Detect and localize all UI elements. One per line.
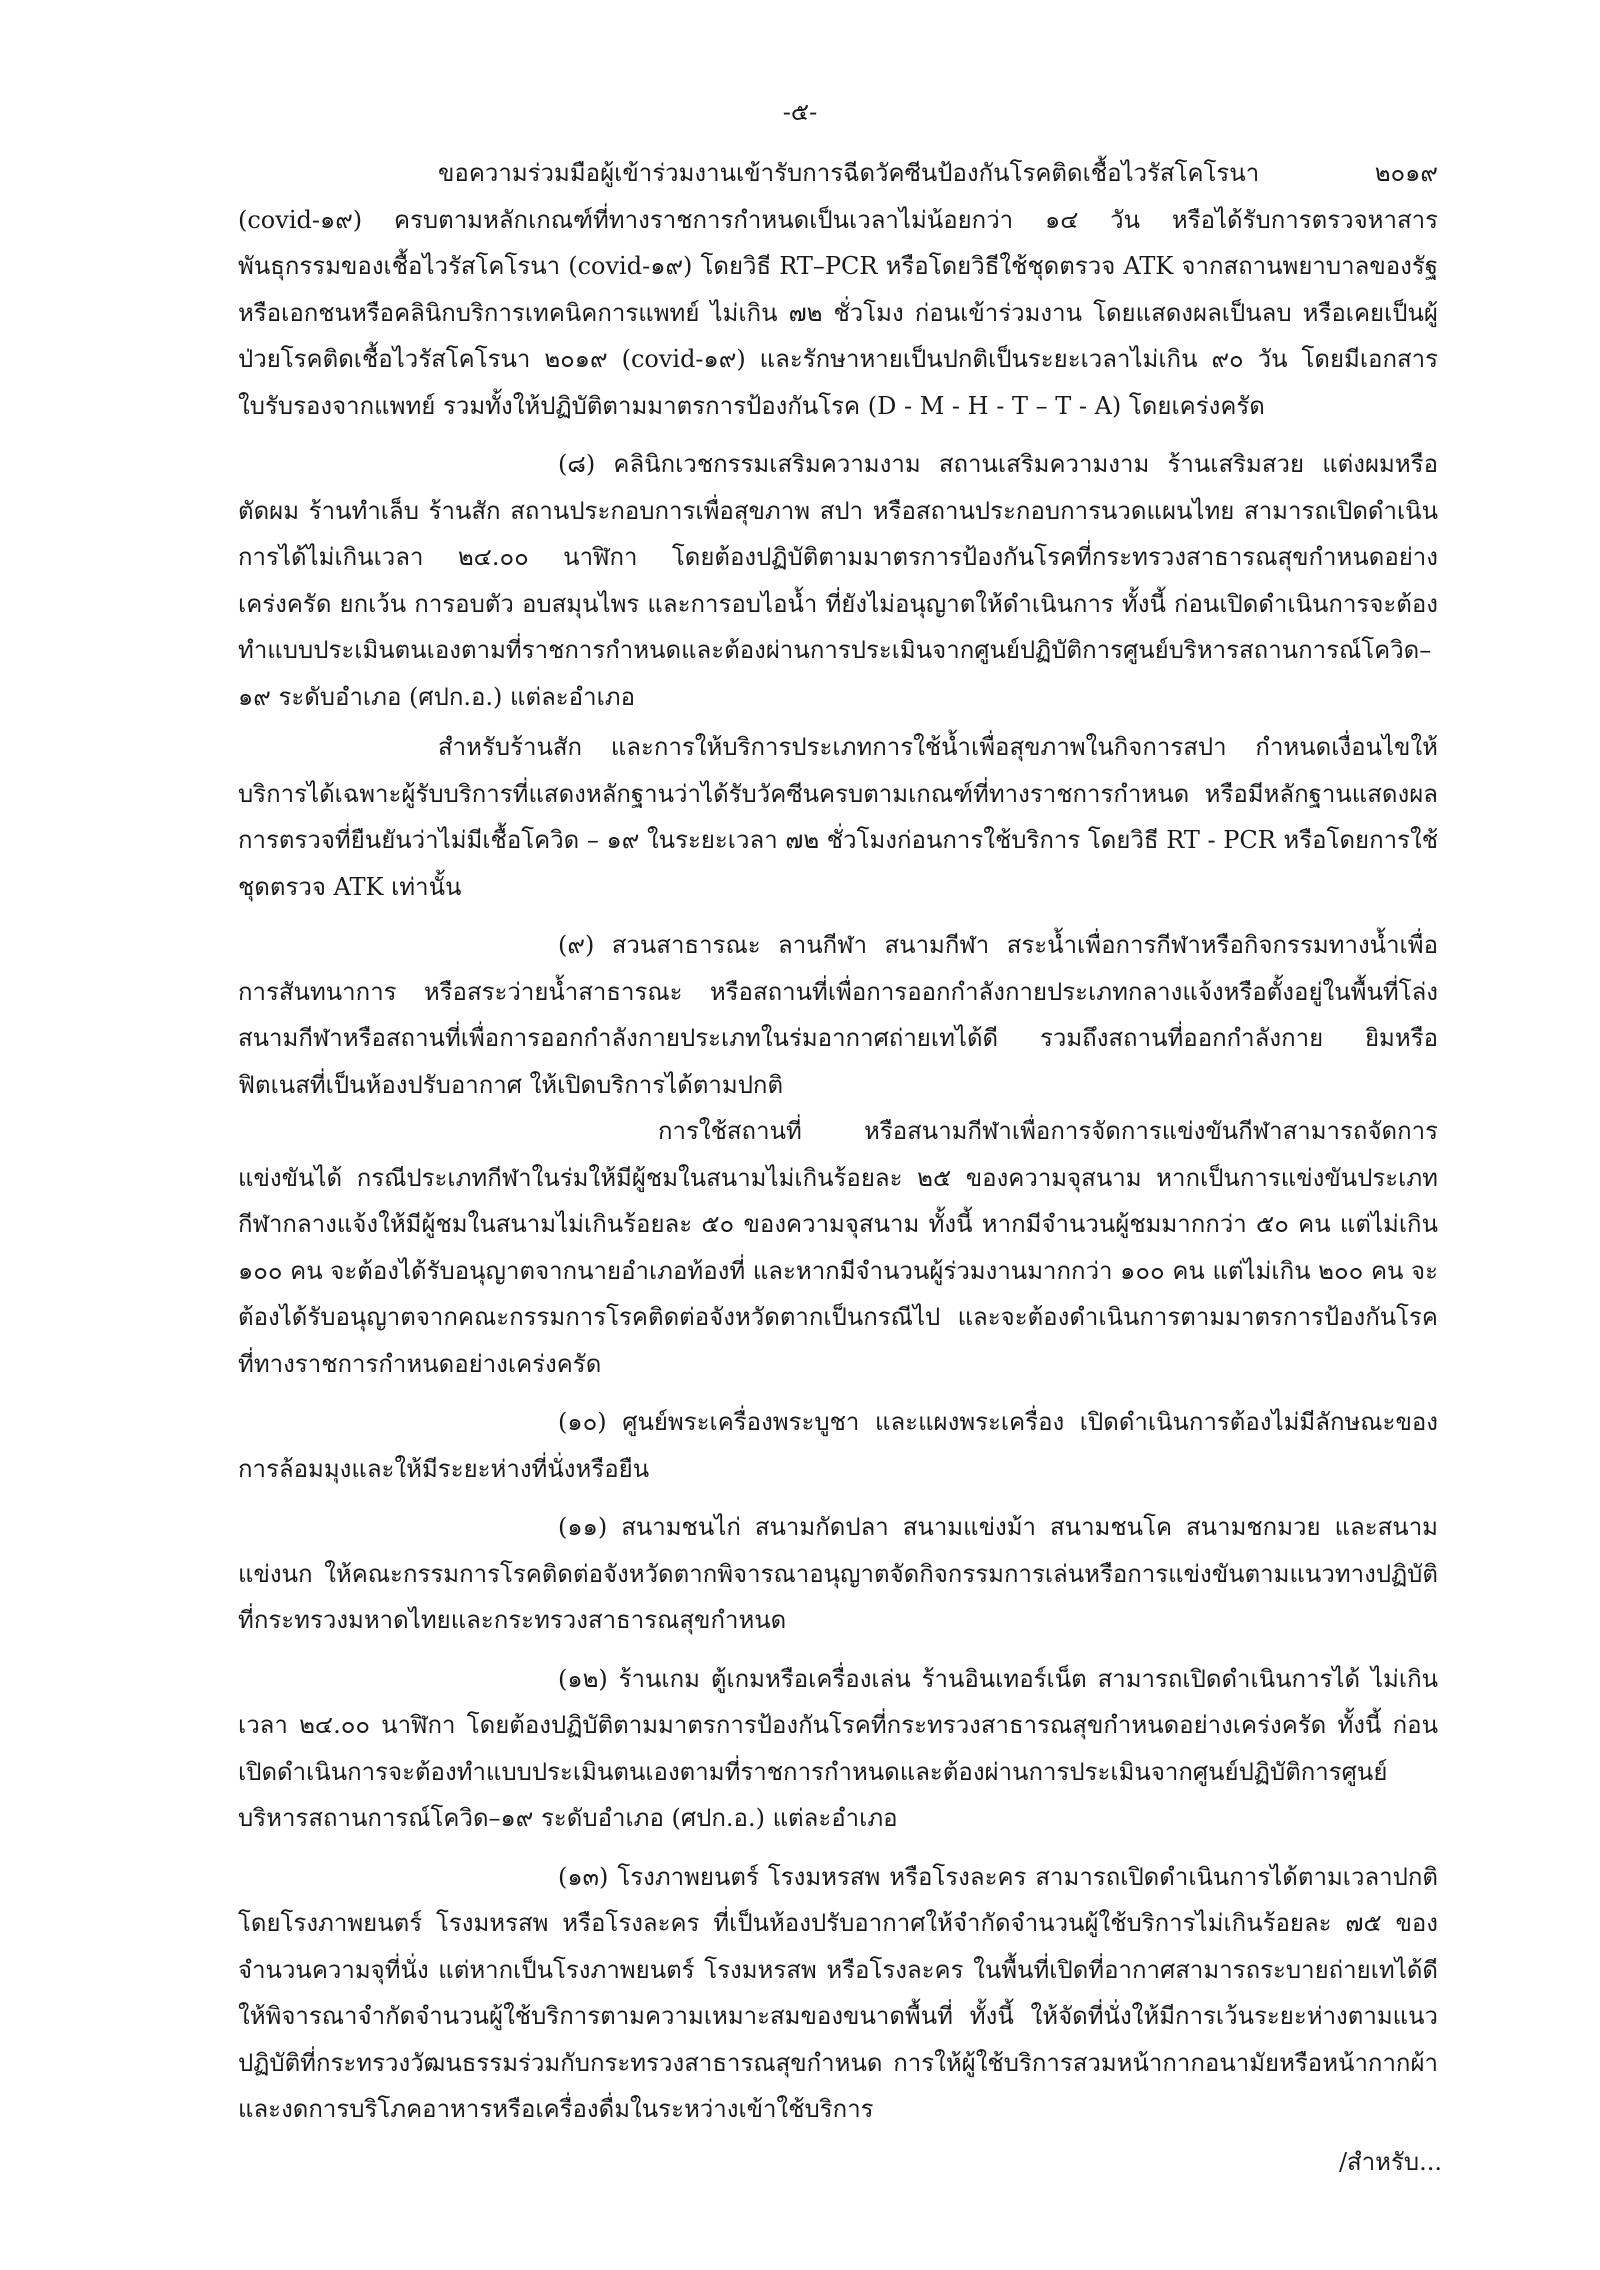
paragraph-item-10-amulet-center: (๑๐) ศูนย์พระเครื่องพระบูชา และแผงพระเครื่อง เปิดดำเนินการต้องไม่มีลักษณะของการล้อมมุงและให้มีระยะห่างที่นั่งหรือยืน <box>238 1408 1438 1483</box>
document-body <box>238 150 1438 2133</box>
paragraph-item-8-beauty-clinic: (๘) คลินิกเวชกรรมเสริมความงาม สถานเสริมความงาม ร้านเสริมสวย แต่งผมหรือตัดผม ร้านทำเล็บ ร้านสัก สถานประกอบการเพื่อสุขภาพ สปา หรือสถานประกอบการนวดแผนไทย สามารถเปิดดำเนินการได้ไม่เกินเวลา ๒๔.๐๐ นาฬิกา โดยต้องปฏิบัติตามมาตรการป้องกันโรคที่กระทรวงสาธารณสุขกำหนดอย่างเคร่งครัด ยกเว้น การอบตัว อบสมุนไพร และการอบไอน้ำ ที่ยังไม่อนุญาตให้ดำเนินการ ทั้งนี้ ก่อนเปิดดำเนินการจะต้องทำแบบประเมินตนเองตามที่ราชการกำหนดและต้องผ่านการประเมินจากศูนย์ปฏิบัติการศูนย์บริหารสถานการณ์โควิด–๑๙ ระดับอำเภอ (ศปก.อ.) แต่ละอำเภอ <box>238 450 1438 711</box>
page-number: -๕- <box>782 98 818 126</box>
paragraph-vaccination-requirement: ขอความร่วมมือผู้เข้าร่วมงานเข้ารับการฉีดวัคซีนป้องกันโรคติดเชื้อไวรัสโคโรนา ๒๐๑๙ (covid-๑๙) ครบตามหลักเกณฑ์ที่ทางราชการกำหนดเป็นเวลาไม่น้อยกว่า ๑๔ วัน หรือได้รับการตรวจหาสารพันธุกรรมของเชื้อไวรัสโคโรนา (covid-๑๙) โดยวิธี RT–PCR หรือโดยวิธีใช้ชุดตรวจ ATK จากสถานพยาบาลของรัฐหรือเอกชนหรือคลินิกบริการเทคนิคการแพทย์ ไม่เกิน ๗๒ ชั่วโมง ก่อนเข้าร่วมงาน โดยแสดงผลเป็นลบ หรือเคยเป็นผู้ป่วยโรคติดเชื้อไวรัสโคโรนา ๒๐๑๙ (covid-๑๙) และรักษาหายเป็นปกติเป็นระยะเวลาไม่เกิน ๙๐ วัน โดยมีเอกสารใบรับรองจากแพทย์ รวมทั้งให้ปฏิบัติตามมาตรการป้องกันโรค (D - M - H - T – T - A) โดยเคร่งครัด <box>238 159 1438 420</box>
paragraph-item-13-cinemas: (๑๓) โรงภาพยนตร์ โรงมหรสพ หรือโรงละคร สามารถเปิดดำเนินการได้ตามเวลาปกติ โดยโรงภาพยนตร์ โรงมหรสพ หรือโรงละคร ที่เป็นห้องปรับอากาศให้จำกัดจำนวนผู้ใช้บริการไม่เกินร้อยละ ๗๕ ของจำนวนความจุที่นั่ง แต่หากเป็นโรงภาพยนตร์ โรงมหรสพ หรือโรงละคร ในพื้นที่เปิดที่อากาศสามารถระบายถ่ายเทได้ดี ให้พิจารณาจำกัดจำนวนผู้ใช้บริการตามความเหมาะสมของขนาดพื้นที่ ทั้งนี้ ให้จัดที่นั่งให้มีการเว้นระยะห่างตามแนวปฏิบัติที่กระทรวงวัฒนธรรมร่วมกับกระทรวงสาธารณสุขกำหนด การให้ผู้ใช้บริการสวมหน้ากากอนามัยหรือหน้ากากผ้า และงดการบริโภคอาหารหรือเครื่องดื่มในระหว่างเข้าใช้บริการ <box>238 1862 1438 2123</box>
paragraph-item-9-sports-venues: (๙) สวนสาธารณะ ลานกีฬา สนามกีฬา สระน้ำเพื่อการกีฬาหรือกิจกรรมทางน้ำเพื่อการสันทนาการ หรือสระว่ายน้ำสาธารณะ หรือสถานที่เพื่อการออกกำลังกายประเภทกลางแจ้งหรือตั้งอยู่ในพื้นที่โล่งสนามกีฬาหรือสถานที่เพื่อการออกกำลังกายประเภทในร่มอากาศถ่ายเทได้ดี รวมถึงสถานที่ออกกำลังกาย ยิมหรือฟิตเนสที่เป็นห้องปรับอากาศ ให้เปิดบริการได้ตามปกติ <box>238 931 1438 1099</box>
continuation-marker: /สำหรับ... <box>1338 2148 1442 2176</box>
paragraph-item-12-game-shops: (๑๒) ร้านเกม ตู้เกมหรือเครื่องเล่น ร้านอินเทอร์เน็ต สามารถเปิดดำเนินการได้ ไม่เกินเวลา ๒๔.๐๐ นาฬิกา โดยต้องปฏิบัติตามมาตรการป้องกันโรคที่กระทรวงสาธารณสุขกำหนดอย่างเคร่งครัด ทั้งนี้ ก่อนเปิดดำเนินการจะต้องทำแบบประเมินตนเองตามที่ราชการกำหนดและต้องผ่านการประเมินจากศูนย์ปฏิบัติการศูนย์บริหารสถานการณ์โควิด–๑๙ ระดับอำเภอ (ศปก.อ.) แต่ละอำเภอ <box>238 1664 1438 1832</box>
paragraph-sports-competition: การใช้สถานที่ หรือสนามกีฬาเพื่อการจัดการแข่งขันกีฬาสามารถจัดการแข่งขันได้ กรณีประเภทกีฬาในร่มให้มีผู้ชมในสนามไม่เกินร้อยละ ๒๕ ของความจุสนาม หากเป็นการแข่งขันประเภทกีฬากลางแจ้งให้มีผู้ชมในสนามไม่เกินร้อยละ ๕๐ ของความจุสนาม ทั้งนี้ หากมีจำนวนผู้ชมมากกว่า ๕๐ คน แต่ไม่เกิน ๑๐๐ คน จะต้องได้รับอนุญาตจากนายอำเภอท้องที่ และหากมีจำนวนผู้ร่วมงานมากกว่า ๑๐๐ คน แต่ไม่เกิน ๒๐๐ คน จะต้องได้รับอนุญาตจากคณะกรรมการโรคติดต่อจังหวัดตากเป็นกรณีไป และจะต้องดำเนินการตามมาตรการป้องกันโรคที่ทางราชการกำหนดอย่างเคร่งครัด <box>238 1117 1438 1378</box>
paragraph-item-11-animal-arenas: (๑๑) สนามชนไก่ สนามกัดปลา สนามแข่งม้า สนามชนโค สนามชกมวย และสนามแข่งนก ให้คณะกรรมการโรคติดต่อจังหวัดตากพิจารณาอนุญาตจัดกิจกรรมการเล่นหรือการแข่งขันตามแนวทางปฏิบัติที่กระทรวงมหาดไทยและกระทรวงสาธารณสุขกำหนด <box>238 1513 1438 1634</box>
paragraph-tattoo-spa-conditions: สำหรับร้านสัก และการให้บริการประเภทการใช้น้ำเพื่อสุขภาพในกิจการสปา กำหนดเงื่อนไขให้บริการได้เฉพาะผู้รับบริการที่แสดงหลักฐานว่าได้รับวัคซีนครบตามเกณฑ์ที่ทางราชการกำหนด หรือมีหลักฐานแสดงผลการตรวจที่ยืนยันว่าไม่มีเชื้อโควิด – ๑๙ ในระยะเวลา ๗๒ ชั่วโมงก่อนการใช้บริการ โดยวิธี RT - PCR หรือโดยการใช้ชุดตรวจ ATK เท่านั้น <box>238 733 1438 901</box>
